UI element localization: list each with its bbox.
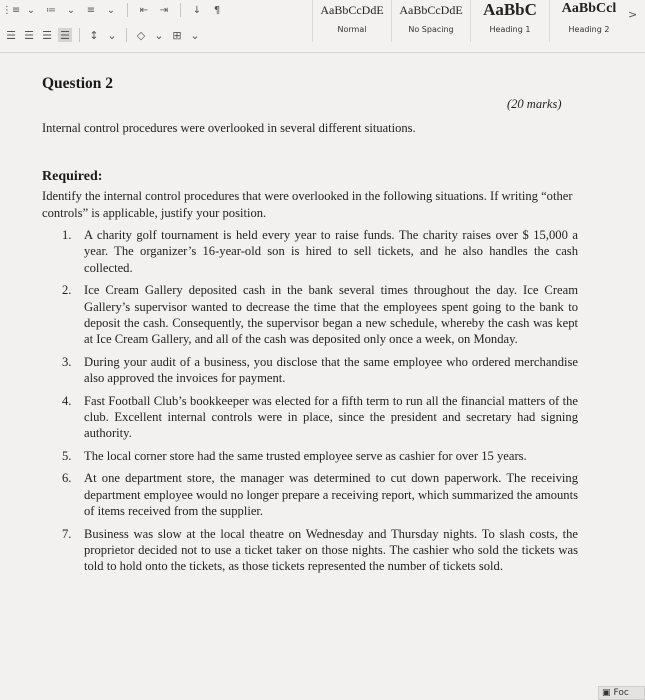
styles-gallery <box>312 0 628 44</box>
paragraph-mark-icon[interactable]: ¶ <box>213 4 221 16</box>
multilevel-list-icon[interactable]: ≡ <box>86 4 96 16</box>
chevron-down-icon[interactable]: ⌄ <box>106 4 116 16</box>
item-text: Fast Football Club’s bookkeeper was elected for a fifth term to run all the financial matters of the club. Excellent internal controls were in place, since the president and secretary had signing authority. <box>84 393 578 441</box>
align-left-icon[interactable]: ☰ <box>6 28 16 42</box>
divider <box>180 3 181 17</box>
intro-text: Internal control procedures were overlooked in several different situations. <box>42 121 416 135</box>
sort-icon[interactable]: ↓ <box>192 4 202 16</box>
style-heading-1[interactable] <box>470 0 549 42</box>
align-center-icon[interactable]: ☰ <box>24 28 34 42</box>
item-text: The local corner store had the same trusted employee serve as cashier for over 15 years. <box>84 448 527 463</box>
chevron-down-icon[interactable]: ⌄ <box>107 28 117 42</box>
item-number: 7. <box>62 526 72 541</box>
item-text: Ice Cream Gallery deposited cash in the bank several times throughout the day. Ice Cream Gallery’s supervisor wanted to decrease the time that the employees spent going to the bank to deposit the cash. Consequently, the supervisor began a new schedule, whereby the cash was kept at Ice Cream Gallery, and all of the cash was deposited only once a week, on Monday. <box>84 283 578 347</box>
style-sample: AaBbC <box>483 0 537 19</box>
line-spacing-icon[interactable]: ↕ <box>89 28 99 42</box>
question-title: Question 2 <box>42 75 114 92</box>
bullets-icon[interactable]: ⋮≡ <box>1 4 21 16</box>
focus-mode-button[interactable] <box>598 686 645 700</box>
justify-icon[interactable]: ☰ <box>58 28 72 42</box>
item-text: During your audit of a business, you disclose that the same employee who ordered merchandise also approved the invoices for payment. <box>84 354 578 386</box>
divider <box>79 28 80 42</box>
divider <box>127 3 128 17</box>
shading-icon[interactable]: ◇ <box>136 28 146 42</box>
ribbon <box>0 0 645 53</box>
chevron-down-icon[interactable]: ⌄ <box>66 4 76 16</box>
item-number: 4. <box>62 393 72 408</box>
increase-indent-icon[interactable]: ⇥ <box>159 4 169 16</box>
required-heading: Required: <box>42 169 103 184</box>
item-number: 2. <box>62 283 72 298</box>
list-item <box>62 227 578 276</box>
ribbon-row-top <box>1 0 224 20</box>
item-text: A charity golf tournament is held every year to raise funds. The charity raises over $ 15,000 a year. The organizer’s 16-year-old son is hired to sell tickets, and he also handles the cash collected. <box>84 228 578 275</box>
focus-label: Foc <box>613 688 629 698</box>
style-no-spacing[interactable] <box>391 0 470 42</box>
ribbon-row-bottom <box>4 26 202 44</box>
numbering-icon[interactable]: ≔ <box>46 4 56 16</box>
styles-more-chevron-icon[interactable]: > <box>628 8 638 21</box>
situations-list <box>62 227 578 581</box>
list-item <box>62 282 578 348</box>
align-right-icon[interactable]: ☰ <box>42 28 52 42</box>
chevron-down-icon[interactable]: ⌄ <box>190 28 200 42</box>
style-sample: AaBbCcDdE <box>320 3 384 17</box>
item-number: 5. <box>62 448 72 463</box>
decrease-indent-icon[interactable]: ⇤ <box>139 4 149 16</box>
instruction-text: Identify the internal control procedures that were overlooked in the following situations. If writing “other controls” is applicable, justify your position. <box>42 189 573 220</box>
style-name: Heading 2 <box>568 25 610 34</box>
divider <box>126 28 127 42</box>
chevron-down-icon[interactable]: ⌄ <box>154 28 164 42</box>
style-sample: AaBbCcl <box>561 1 617 16</box>
list-item <box>62 448 578 464</box>
list-item <box>62 470 578 519</box>
style-normal[interactable] <box>312 0 391 42</box>
borders-icon[interactable]: ⊞ <box>172 28 182 42</box>
style-name: Heading 1 <box>489 25 531 34</box>
focus-icon: ▣ <box>602 688 611 698</box>
list-item <box>62 354 578 387</box>
document-page[interactable] <box>0 53 645 700</box>
list-item <box>62 393 578 442</box>
item-number: 1. <box>62 228 72 242</box>
marks-label: (20 marks) <box>507 97 562 111</box>
item-number: 3. <box>62 354 72 369</box>
chevron-down-icon[interactable]: ⌄ <box>26 4 36 16</box>
item-text: At one department store, the manager was determined to cut down paperwork. The receiving department employee would no longer prepare a receiving report, which summarized the amounts of items received from the supplier. <box>84 471 578 519</box>
list-item <box>62 526 578 575</box>
style-name: Normal <box>337 25 367 34</box>
item-text: Business was slow at the local theatre on Wednesday and Thursday nights. To slash costs, the proprietor decided not to use a ticket taker on those nights. The cashier who sold the tickets was told to hold onto the tickets, as those tickets represented the number of tickets sold. <box>84 526 578 574</box>
style-sample: AaBbCcDdE <box>399 3 463 17</box>
style-heading-2[interactable] <box>549 0 628 42</box>
style-name: No Spacing <box>408 25 454 34</box>
item-number: 6. <box>62 471 72 486</box>
